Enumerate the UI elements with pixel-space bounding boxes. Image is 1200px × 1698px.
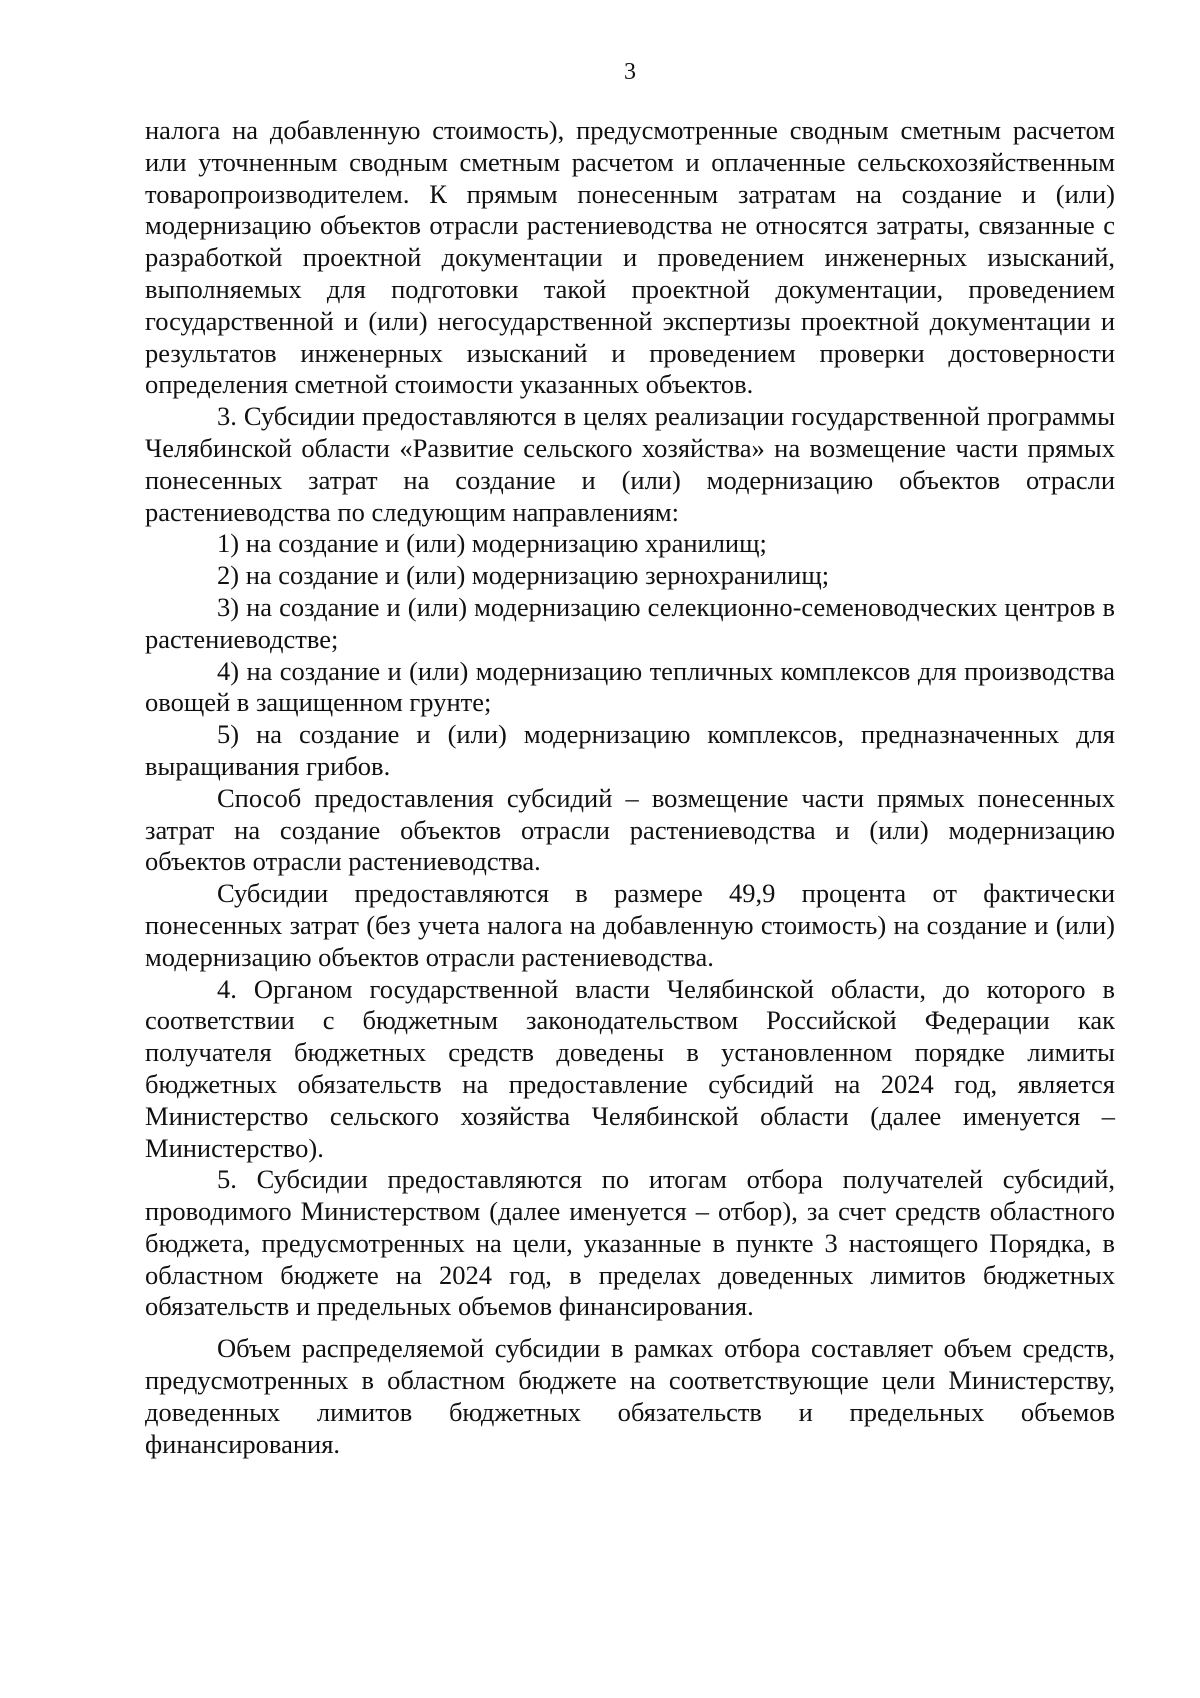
paragraph-item-4: 4. Органом государственной власти Челябинской области, до которого в соответствии с бюджетным законодательством Российской Федерации как получателя бюджетных средств доведены в установленном порядке лимиты бюджетных обязательств на предоставление субсидий на 2024 год, является Министерство сельского хозяйства Челябинской области (далее именуется – Министерство). [145,973,1115,1163]
paragraph-subsidy-volume: Объем распределяемой субсидии в рамках отбора составляет объем средств, предусмотренных в областном бюджете на соответствующие цели Министерству, доведенных лимитов бюджетных обязательств и предельных объемов финансирования. [145,1333,1115,1459]
paragraph-item-5: 5. Субсидии предоставляются по итогам отбора получателей субсидий, проводимого Министерством (далее именуется – отбор), за счет средств областного бюджета, предусмотренных на цели, указанные в пункте 3 настоящего Порядка, в областном бюджете на 2024 год, в пределах доведенных лимитов бюджетных обязательств и предельных объемов финансирования. [145,1164,1115,1322]
paragraph-continuation: налога на добавленную стоимость), предусмотренные сводным сметным расчетом или уточненным сводным сметным расчетом и оплаченные сельскохозяйственным товаропроизводителем. К прямым понесенным затратам на создание и (или) модернизацию объектов отрасли растениеводства не относятся затраты, связанные с разработкой проектной документации и проведением инженерных изысканий, выполняемых для подготовки такой проектной документации, проведением государственной и (или) негосударственной экспертизы проектной документации и результатов инженерных изысканий и проведением проверки достоверности определения сметной стоимости указанных объектов. [145,115,1115,400]
list-item-4: 4) на создание и (или) модернизацию тепличных комплексов для производства овощей в защищенном грунте; [145,655,1115,718]
paragraph-item-3: 3. Субсидии предоставляются в целях реализации государственной программы Челябинской области «Развитие сельского хозяйства» на возмещение части прямых понесенных затрат на создание и (или) модернизацию объектов отрасли растениеводства по следующим направлениям: [145,401,1115,527]
page-number: 3 [624,59,636,85]
list-item-5: 5) на создание и (или) модернизацию комплексов, предназначенных для выращивания грибов. [145,719,1115,781]
list-item-1: 1) на создание и (или) модернизацию хранилищ; [217,528,767,559]
document-body [145,115,1115,1460]
paragraph-subsidy-size: Субсидии предоставляются в размере 49,9 процента от фактически понесенных затрат (без учета налога на добавленную стоимость) на создание и (или) модернизацию объектов отрасли растениеводства. [145,878,1115,972]
paragraph-subsidy-method: Способ предоставления субсидий – возмещение части прямых понесенных затрат на создание объектов отрасли растениеводства и (или) модернизацию объектов отрасли растениеводства. [145,782,1115,877]
list-item-3: 3) на создание и (или) модернизацию селекционно-семеноводческих центров в растениеводстве; [145,591,1115,654]
list-item-2: 2) на создание и (или) модернизацию зернохранилищ; [217,560,830,591]
